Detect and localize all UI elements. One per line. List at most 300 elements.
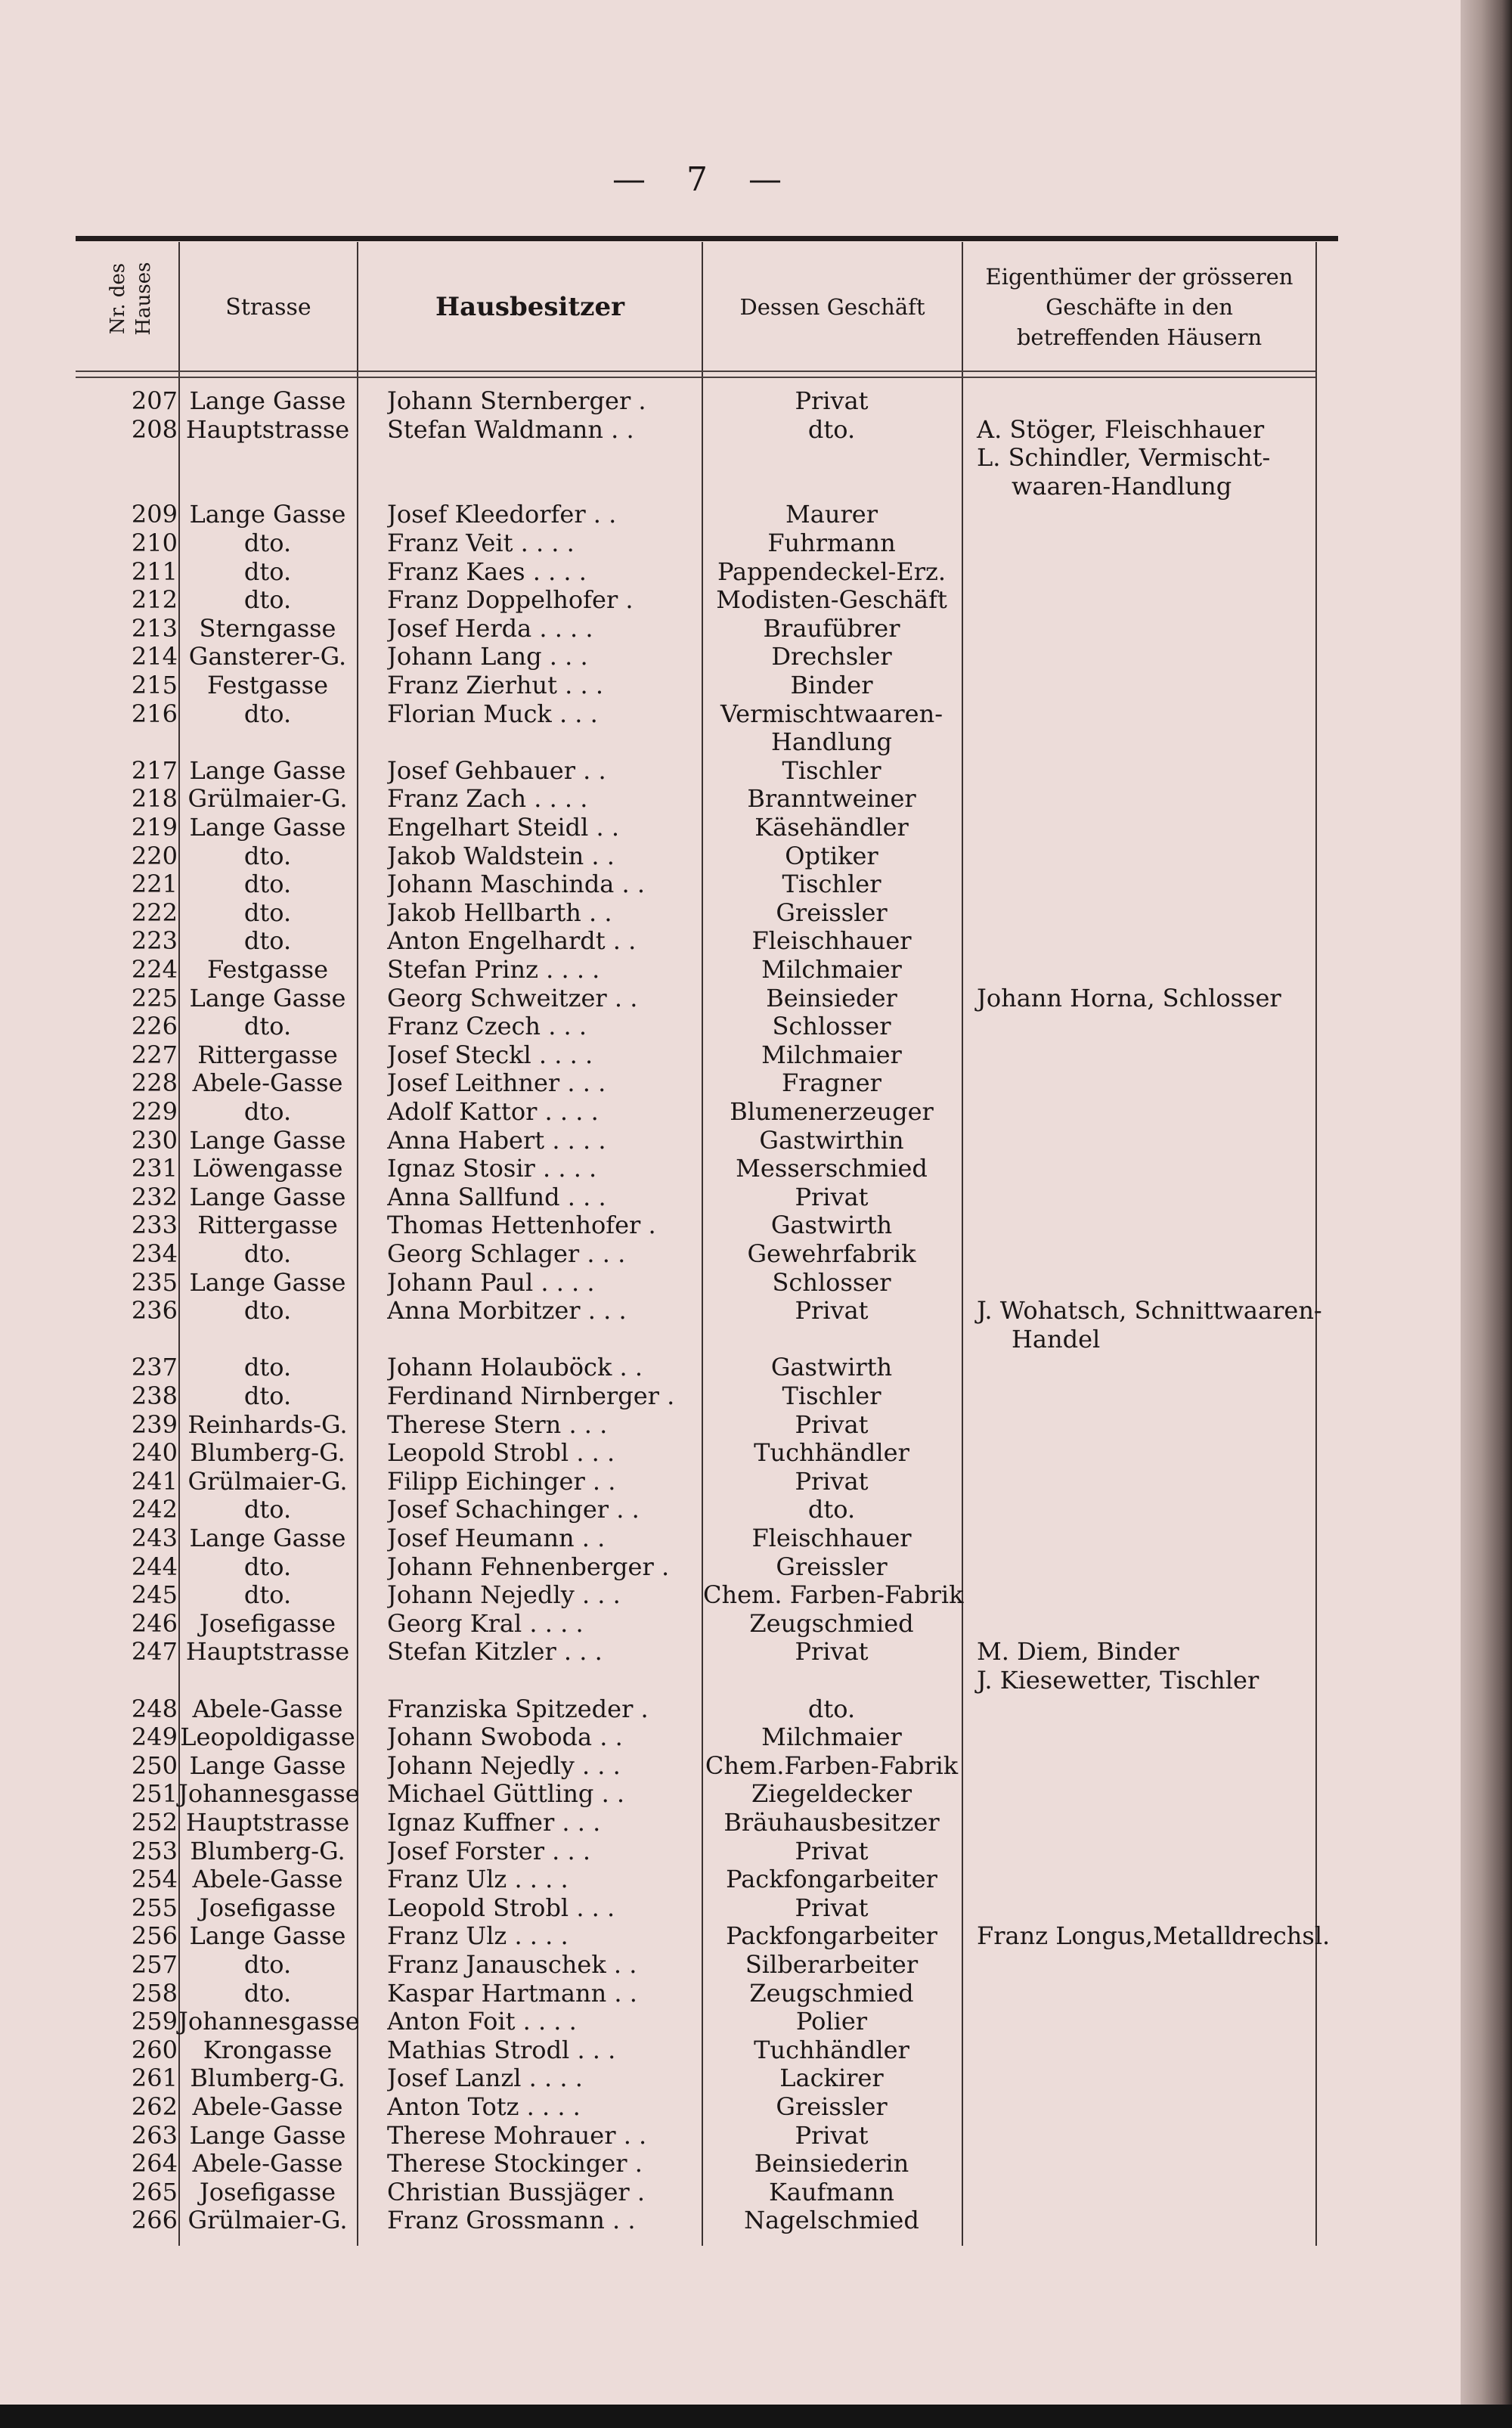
owner-cell: Leopold Strobl . . . [387,1893,615,1922]
house-number: 256 [131,1921,178,1951]
table-row [0,387,1461,416]
business-cell: Gewehrfabrik [747,1239,916,1268]
table-row [0,1069,1461,1098]
street-cell: Abele-Gasse [192,2092,343,2121]
street-cell: Blumberg-G. [190,1438,345,1468]
table-row [0,2122,1461,2150]
owner-cell: Leopold Strobl . . . [387,1439,615,1468]
street-cell: Lange Gasse [189,983,346,1012]
table-row [0,1468,1461,1496]
table-row [0,870,1461,899]
business-cell: Käsehändler [754,813,909,842]
owner-cell: Josef Heumann . . [387,1524,606,1552]
street-cell: dto. [243,1580,292,1610]
business-cell: dto. [807,414,856,444]
house-number: 223 [131,926,178,956]
table-row [0,1865,1461,1894]
owner-cell: Franz Janauschek . . [387,1951,637,1979]
table-row [0,529,1461,558]
owner-cell: Johann Nejedly . . . [387,1751,621,1780]
table-row [0,1553,1461,1582]
business-cell: Tuchhändler [754,1438,909,1468]
business-cell: Branntweiner [747,784,916,814]
owner-cell: Franz Kaes . . . . [387,557,587,586]
owner-cell: Franz Grossmann . . [387,2206,636,2235]
table-row [0,1211,1461,1240]
owner-cell: Christian Bussjäger . [387,2178,646,2206]
street-cell: Hauptstrasse [185,1637,350,1667]
house-number: 258 [131,1978,178,2008]
table-row [0,1269,1461,1298]
owner-cell: Ignaz Stosir . . . . [387,1155,597,1183]
owner-cell: Georg Kral . . . . [387,1609,584,1638]
table-row [0,414,1461,501]
table-row [0,1496,1461,1524]
street-cell: Sterngasse [199,613,336,643]
owner-cell: Franz Zierhut . . . [387,671,604,699]
house-number: 240 [131,1438,178,1468]
table-row [0,814,1461,842]
owner-cell: Franz Zach . . . . [387,785,588,814]
owner-cell: Franz Veit . . . . [387,529,575,557]
house-number: 222 [131,898,178,927]
business-cell: Zeugschmied [749,1608,914,1638]
table-row [0,1610,1461,1639]
business-cell: Polier [795,2007,868,2036]
street-cell: Johannesgasse [178,1779,360,1809]
owner-cell: Therese Stern . . . [387,1410,608,1439]
table-row [0,671,1461,700]
street-cell: dto. [243,529,292,557]
business-cell: Gastwirthin [759,1125,904,1155]
street-cell: Lange Gasse [189,1182,346,1211]
table-row [0,1581,1461,1610]
owner-cell: Thomas Hettenhofer . [387,1211,656,1240]
business-cell: Chem. Farben-Fabrik [703,1580,964,1610]
extra-owners-cell: Johann Horna, Schlosser [977,983,1281,1012]
business-cell: Fragner [782,1068,881,1098]
house-number: 208 [131,414,178,444]
house-number: 243 [131,1524,178,1552]
street-cell: Lange Gasse [189,1524,346,1552]
table-row [0,699,1461,757]
house-number: 254 [131,1865,178,1894]
house-number: 234 [131,1239,178,1268]
house-number: 253 [131,1836,178,1865]
house-number: 251 [131,1779,178,1809]
owner-cell: Anton Totz . . . . [387,2093,581,2121]
table-row [0,899,1461,928]
owner-cell: Jakob Waldstein . . [387,842,615,870]
house-number: 248 [131,1694,178,1723]
house-number: 239 [131,1409,178,1439]
business-cell: Bräuhausbesitzer [723,1808,940,1837]
owner-cell: Franz Ulz . . . . [387,1922,569,1951]
owner-cell: Johann Lang . . . [387,643,588,671]
house-number: 233 [131,1211,178,1240]
business-cell: Tischler [782,870,881,899]
owner-cell: Franziska Spitzeder . [387,1695,649,1723]
business-cell: Ziegeldecker [751,1779,912,1809]
owner-cell: Georg Schweitzer . . [387,984,638,1012]
owner-cell: Franz Doppelhofer . [387,586,634,615]
street-cell: Blumberg-G. [190,1836,345,1865]
street-cell: Lange Gasse [189,813,346,842]
street-cell: dto. [243,926,292,956]
house-number: 255 [131,1893,178,1922]
owner-cell: Engelhart Steidl . . [387,814,619,842]
business-cell: Privat [795,2120,869,2150]
house-number: 210 [131,529,178,557]
street-cell: dto. [243,1950,292,1979]
table-row [0,2178,1461,2207]
business-cell: Fleischhauer [751,1524,912,1552]
business-cell: Fuhrmann [767,529,896,557]
table-row [0,785,1461,814]
table-row [0,1809,1461,1837]
street-cell: Krongasse [203,2035,333,2064]
house-number: 257 [131,1950,178,1979]
table-row [0,1524,1461,1553]
table-row [0,2064,1461,2093]
house-number: 266 [131,2206,178,2235]
table-row [0,1127,1461,1155]
house-number: 236 [131,1296,178,1326]
house-number: 220 [131,841,178,870]
table-row [0,643,1461,671]
street-cell: Reinhards-G. [187,1409,348,1439]
street-cell: Lange Gasse [189,500,346,529]
business-cell: Schlosser [772,1012,891,1041]
street-cell: Lange Gasse [189,1267,346,1297]
table-row [0,1695,1461,1724]
extra-owners-cell-line2: L. Schindler, Vermischt- [977,443,1271,473]
street-cell: Abele-Gasse [192,1865,343,1894]
table-row [0,1723,1461,1752]
street-cell: Abele-Gasse [192,1694,343,1723]
street-cell: Abele-Gasse [192,2149,343,2178]
table-row [0,1439,1461,1468]
owner-cell: Therese Mohrauer . . [387,2121,647,2150]
street-cell: dto. [243,1012,292,1041]
business-cell: Messerschmied [736,1154,928,1183]
business-cell: Greissler [776,1552,888,1581]
street-cell: Festgasse [206,955,328,984]
owner-cell: Florian Muck . . . [387,699,598,728]
business-cell: Modisten-Geschäft [716,585,947,615]
extra-owners-cell: A. Stöger, Fleischhauer [977,414,1265,444]
owner-cell: Stefan Prinz . . . . [387,956,600,984]
street-cell: Lange Gasse [189,2120,346,2150]
owner-cell: Ignaz Kuffner . . . [387,1809,601,1837]
table-row [0,558,1461,587]
house-number: 265 [131,2177,178,2206]
owner-cell: Mathias Strodl . . . [387,2036,616,2064]
table-row [0,1780,1461,1809]
business-cell: Greissler [776,2092,888,2121]
owner-cell: Johann Holauböck . . [387,1354,643,1382]
table-row [0,1752,1461,1781]
owner-cell: Josef Schachinger . . [387,1496,640,1524]
house-number: 230 [131,1125,178,1155]
business-cell: Schlosser [772,1267,891,1297]
header-nr [89,250,172,348]
table-row [0,1951,1461,1980]
house-number: 213 [131,613,178,643]
owner-cell: Josef Kleedorfer . . [387,501,617,529]
street-cell: dto. [243,1552,292,1581]
page-number: — 7 — [612,160,797,199]
business-cell: Privat [795,1836,869,1865]
house-number: 226 [131,1012,178,1041]
owner-cell: Anna Morbitzer . . . [387,1297,627,1326]
street-cell: Lange Gasse [189,755,346,785]
business-cell: Privat [795,1296,869,1326]
street-cell: Josefigasse [199,2177,336,2206]
book-spine [1461,0,1512,2405]
business-cell: Blumenerzeuger [730,1097,934,1126]
street-cell: Grülmaier-G. [187,1466,348,1496]
house-number: 244 [131,1552,178,1581]
table-row [0,842,1461,871]
table-row [0,1637,1461,1695]
extra-owners-cell-line2: J. Kiesewetter, Tischler [977,1665,1259,1695]
business-cell: Nagelschmied [744,2206,919,2235]
house-number: 209 [131,500,178,529]
business-cell: Drechsler [771,642,892,671]
street-cell: dto. [243,1978,292,2008]
street-cell: Rittergasse [197,1040,338,1069]
table-row [0,1012,1461,1041]
business-cell: Optiker [785,841,878,870]
business-cell: Milchmaier [761,1040,902,1069]
owner-cell: Franz Ulz . . . . [387,1865,569,1894]
business-cell: Milchmaier [761,955,902,984]
house-number: 252 [131,1808,178,1837]
house-number: 227 [131,1040,178,1069]
owner-cell: Anna Sallfund . . . [387,1183,606,1211]
owner-cell: Jakob Hellbarth . . [387,898,612,927]
header-street: Strasse [225,293,311,321]
table-top-rule [76,236,1338,241]
house-number: 228 [131,1068,178,1098]
house-number: 229 [131,1097,178,1126]
house-number: 261 [131,2064,178,2093]
owner-cell: Johann Sternberger . [387,387,646,415]
house-number: 250 [131,1750,178,1780]
house-number: 215 [131,671,178,699]
street-cell: Abele-Gasse [192,1068,343,1098]
street-cell: Josefigasse [199,1608,336,1638]
header-rule [76,371,1315,372]
house-number: 217 [131,755,178,785]
house-number: 241 [131,1466,178,1496]
house-number: 259 [131,2007,178,2036]
table-row [0,927,1461,956]
business-cell: Kaufmann [768,2177,895,2206]
street-cell: Grülmaier-G. [187,784,348,814]
owner-cell: Therese Stockinger . [387,2150,643,2178]
business-cell: Braufübrer [763,613,900,643]
street-cell: Hauptstrasse [185,414,350,444]
street-cell: dto. [243,585,292,615]
table-row [0,2206,1461,2235]
street-cell: dto. [243,699,292,728]
table-row [0,1382,1461,1411]
business-cell: Binder [790,671,873,699]
business-cell: Tischler [782,755,881,785]
business-cell: Beinsiederin [754,2149,909,2178]
owner-cell: Michael Güttling . . [387,1780,625,1809]
table-row [0,1183,1461,1212]
house-number: 245 [131,1580,178,1610]
house-number: 249 [131,1723,178,1752]
owner-cell: Johann Paul . . . . [387,1268,595,1297]
business-cell: Greissler [776,898,888,927]
business-cell: Maurer [785,500,878,529]
table-row [0,615,1461,643]
owner-cell: Georg Schlager . . . [387,1240,626,1268]
street-cell: Josefigasse [199,1893,336,1922]
business-cell: Privat [795,1466,869,1496]
owner-cell: Adolf Kattor . . . . [387,1098,599,1126]
owner-cell: Josef Gehbauer . . [387,756,606,785]
street-cell: dto. [243,557,292,586]
owner-cell: Johann Maschinda . . [387,870,646,899]
table-row [0,1894,1461,1923]
table-row [0,1098,1461,1127]
header-owner: Hausbesitzer [435,292,625,322]
owner-cell: Filipp Eichinger . . [387,1467,616,1496]
extra-owners-cell: J. Wohatsch, Schnittwaaren- [977,1296,1322,1326]
table-row [0,2093,1461,2122]
table-row [0,1240,1461,1269]
table-row [0,1041,1461,1070]
owner-cell: Stefan Kitzler . . . [387,1638,603,1667]
business-cell: Privat [795,386,869,415]
street-cell: dto. [243,1296,292,1326]
house-number: 225 [131,983,178,1012]
owner-cell: Johann Swoboda . . [387,1723,623,1752]
business-cell: Gastwirth [770,1353,893,1382]
table-row [0,985,1461,1013]
owner-cell: Stefan Waldmann . . [387,415,634,444]
business-cell: Fleischhauer [751,926,912,956]
house-number: 232 [131,1182,178,1211]
header-nr-label: Nr. des Hauses [107,262,155,336]
street-cell: Johannesgasse [178,2007,360,2036]
house-number: 263 [131,2120,178,2150]
business-cell: dto. [807,1495,856,1524]
extra-owners-cell-line2: Handel [1012,1324,1101,1354]
business-cell: Beinsieder [766,983,897,1012]
table-row [0,956,1461,985]
table-row [0,1354,1461,1382]
owner-cell: Johann Fehnenberger . [387,1552,670,1581]
owner-cell: Franz Czech . . . [387,1012,587,1041]
street-cell: Grülmaier-G. [187,2206,348,2235]
business-cell: Milchmaier [761,1723,902,1752]
house-number: 221 [131,870,178,899]
header-rule [76,377,1315,378]
house-number: 246 [131,1608,178,1638]
business-cell: Privat [795,1409,869,1439]
house-number: 247 [131,1637,178,1667]
table-row [0,1296,1461,1354]
house-number: 211 [131,557,178,586]
business-cell: Tuchhändler [754,2035,909,2064]
street-cell: Lange Gasse [189,1750,346,1780]
house-number: 231 [131,1154,178,1183]
business-cell: Lackirer [779,2064,884,2093]
house-number: 242 [131,1495,178,1524]
business-cell-continued: Handlung [770,727,892,757]
house-number: 216 [131,699,178,728]
street-cell: Leopoldigasse [180,1723,355,1752]
street-cell: Gansterer-G. [188,642,347,671]
house-number: 264 [131,2149,178,2178]
table-row [0,1411,1461,1440]
owner-cell: Josef Forster . . . [387,1837,591,1865]
business-cell: Chem.Farben-Fabrik [705,1750,959,1780]
business-cell: Zeugschmied [749,1978,914,2008]
extra-owners-cell: M. Diem, Binder [977,1637,1179,1667]
house-number: 237 [131,1353,178,1382]
business-cell: Packfongarbeiter [726,1921,937,1951]
street-cell: dto. [243,1381,292,1410]
owner-cell: Ferdinand Nirnberger . [387,1382,675,1410]
extra-owners-cell-line3: waaren-Handlung [1012,471,1232,501]
street-cell: dto. [243,898,292,927]
house-number: 238 [131,1381,178,1410]
street-cell: Lange Gasse [189,1921,346,1951]
table-row [0,757,1461,786]
owner-cell: Josef Herda . . . . [387,614,593,643]
table-row [0,586,1461,615]
extra-owners-cell: Franz Longus,Metalldrechsl. [977,1921,1331,1951]
business-cell: Privat [795,1182,869,1211]
house-number: 224 [131,955,178,984]
table-row [0,1837,1461,1866]
street-cell: Blumberg-G. [190,2064,345,2093]
street-cell: dto. [243,870,292,899]
business-cell: Gastwirth [770,1211,893,1240]
house-number: 214 [131,642,178,671]
street-cell: Lange Gasse [189,1125,346,1155]
owner-cell: Anna Habert . . . . [387,1126,606,1155]
table-row [0,2036,1461,2065]
business-cell: Vermischtwaaren- [720,699,943,728]
street-cell: dto. [243,1239,292,1268]
street-cell: dto. [243,1097,292,1126]
owner-cell: Kaspar Hartmann . . [387,1979,637,2008]
table-row [0,2150,1461,2178]
business-cell: Privat [795,1637,869,1667]
house-number: 218 [131,784,178,814]
street-cell: Lange Gasse [189,386,346,415]
owner-cell: Johann Nejedly . . . [387,1581,621,1610]
street-cell: dto. [243,1353,292,1382]
street-cell: Festgasse [206,671,328,699]
street-cell: Rittergasse [197,1211,338,1240]
business-cell: dto. [807,1694,856,1723]
street-cell: Löwengasse [192,1154,343,1183]
header-business: Dessen Geschäft [739,294,925,320]
table-row [0,2008,1461,2036]
owner-cell: Anton Foit . . . . [387,2008,577,2036]
house-number: 219 [131,813,178,842]
street-cell: Hauptstrasse [185,1808,350,1837]
